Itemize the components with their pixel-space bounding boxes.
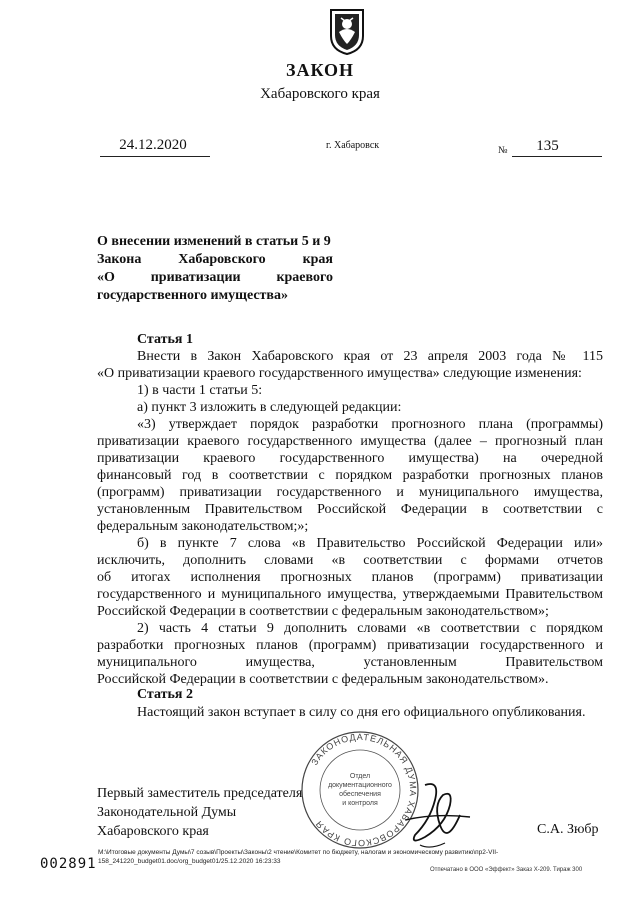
document-subtitle: Хабаровского края <box>260 86 380 102</box>
print-note: Отпечатано в ООО «Эффект» Заказ Х-209. Тираж 300 <box>430 867 583 873</box>
document-id: 002891 <box>40 856 97 872</box>
text-line: (программ) приватизации государственного и муниципального имущества, <box>97 485 603 500</box>
text-line: приватизации краевого государственного имущества (далее – прогнозный план <box>97 434 603 449</box>
stamp-center-line: и контроля <box>342 800 378 807</box>
text-line: установленным Правительством Российской Федерации в соответствии с <box>97 502 603 517</box>
stamp-ring-text: ЗАКОНОДАТЕЛЬНАЯ ДУМА ХАБАРОВСКОГО КРАЯ <box>309 731 419 849</box>
text-line: Российской Федерации в соответствии с федеральным законодательством»; <box>97 604 549 619</box>
document-city: г. Хабаровск <box>326 140 380 151</box>
stamp-center-line: документационного <box>328 782 392 789</box>
text-line: Российской Федерации в соответствии с федеральным законодательством». <box>97 672 549 687</box>
subject-line: О внесении изменений в статьи 5 и 9 <box>97 234 331 249</box>
file-path-footer: M:\Итоговые документы Думы\7 созыв\Проекты\Законы\2 чтение\Комитет по бюджету, налогам и экономическому развитию\пр2-VII-158_241220_budget01.doc/org_budget01/25.12.2020 16:23:33 <box>98 849 499 865</box>
coat-of-arms-icon <box>327 6 367 56</box>
position-line: Хабаровского края <box>97 824 209 839</box>
stamp-center-line: Отдел <box>349 773 371 780</box>
stamp-center-line: обеспечения <box>339 791 381 798</box>
signatory-position <box>97 784 307 841</box>
text-line: «О приватизации краевого государственного имущества» следующие изменения: <box>97 366 582 381</box>
text-line: б) в пункте 7 слова «в Правительство Российской Федерации или» <box>137 536 603 551</box>
text-line: исключить, дополнить словами «в соответствии с формами отчетов <box>97 553 603 568</box>
text-line: муниципального имущества, установленным Правительством <box>97 655 603 670</box>
document-date: 24.12.2020 <box>119 137 187 153</box>
text-line: Настоящий закон вступает в силу со дня его официального опубликования. <box>137 705 586 720</box>
signatory-name: С.А. Зюбр <box>537 822 599 837</box>
document-subject <box>97 233 333 305</box>
article-2-text <box>97 704 603 721</box>
article-2-heading: Статья 2 <box>137 687 193 702</box>
position-line: Законодательной Думы <box>97 805 237 820</box>
text-line: государственного и муниципального имущества, утверждаемыми Правительством <box>97 587 603 602</box>
text-line: финансовый год в соответствии с порядком разработки прогнозных планов <box>97 468 603 483</box>
handwritten-signature <box>395 775 475 855</box>
number-underline <box>512 156 602 157</box>
subject-line: государственного имущества» <box>97 288 288 303</box>
text-line: а) пункт 3 изложить в следующей редакции: <box>137 400 402 415</box>
text-line: Внести в Закон Хабаровского края от 23 апреля 2003 года № 115 <box>137 349 603 364</box>
text-line: об итогах исполнения прогнозных планов (программ) приватизации <box>97 570 603 585</box>
text-line: приватизации краевого государственного имущества) на очередной <box>97 451 603 466</box>
text-line: федеральным законодательством;»; <box>97 519 309 534</box>
text-line: разработки прогнозных планов (программ) приватизации государственного и <box>97 638 603 653</box>
document-title: ЗАКОН <box>285 60 355 80</box>
article-1-heading: Статья 1 <box>137 332 193 347</box>
number-label: № <box>498 145 508 156</box>
position-line: Первый заместитель председателя <box>97 786 303 801</box>
subject-line: Закона Хабаровского края <box>97 252 333 267</box>
text-line: 2) часть 4 статьи 9 дополнить словами «в соответствии с порядком <box>137 621 603 636</box>
subject-line: «О приватизации краевого <box>97 270 333 285</box>
date-underline <box>100 156 210 157</box>
article-1-text <box>97 348 603 688</box>
text-line: 1) в части 1 статьи 5: <box>137 383 263 398</box>
document-number: 135 <box>536 138 559 154</box>
text-line: «3) утверждает порядок разработки прогнозного плана (программы) <box>137 417 603 432</box>
